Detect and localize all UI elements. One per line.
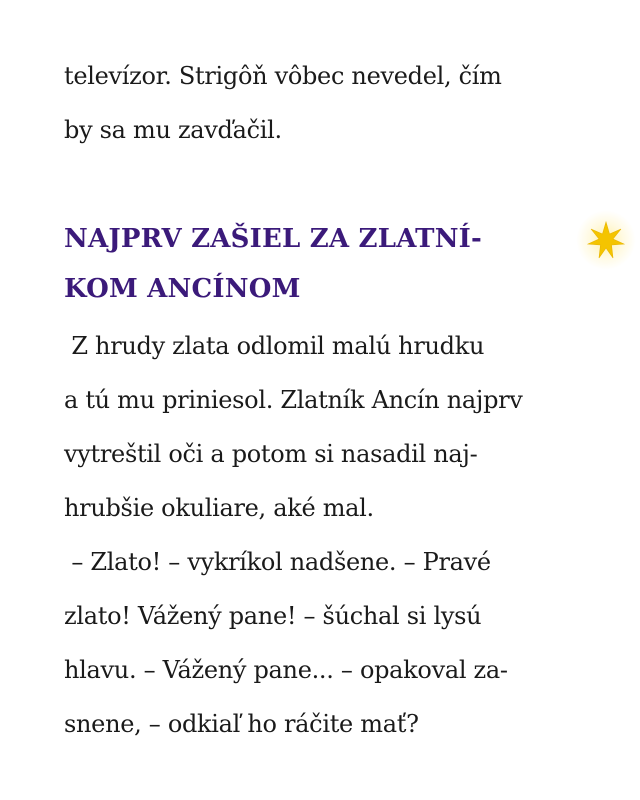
text-line: vytreštil oči a potom si nasadil naj- — [64, 440, 478, 468]
text-line: – Zlato! – vykríkol nadšene. – Pravé — [64, 548, 491, 576]
text-line: televízor. Strigôň vôbec nevedel, čím — [64, 62, 502, 90]
text-line: snene, – odkiaľ ho ráčite mať? — [64, 710, 419, 738]
text-line: a tú mu priniesol. Zlatník Ancín najprv — [64, 386, 523, 414]
heading-line: KOM ANCÍNOM — [64, 274, 301, 304]
text-line: hrubšie okuliare, aké mal. — [64, 494, 374, 522]
heading-line: NAJPRV ZAŠIEL ZA ZLATNÍ- — [64, 224, 483, 254]
text-line: hlavu. – Vážený pane... – opakoval za- — [64, 656, 508, 684]
text-line: zlato! Vážený pane! – šúchal si lysú — [64, 602, 482, 630]
text-line: by sa mu zavďačil. — [64, 116, 282, 144]
star-decoration — [576, 210, 636, 270]
text-line: Z hrudy zlata odlomil malú hrudku — [64, 332, 485, 360]
star-icon — [586, 220, 626, 260]
